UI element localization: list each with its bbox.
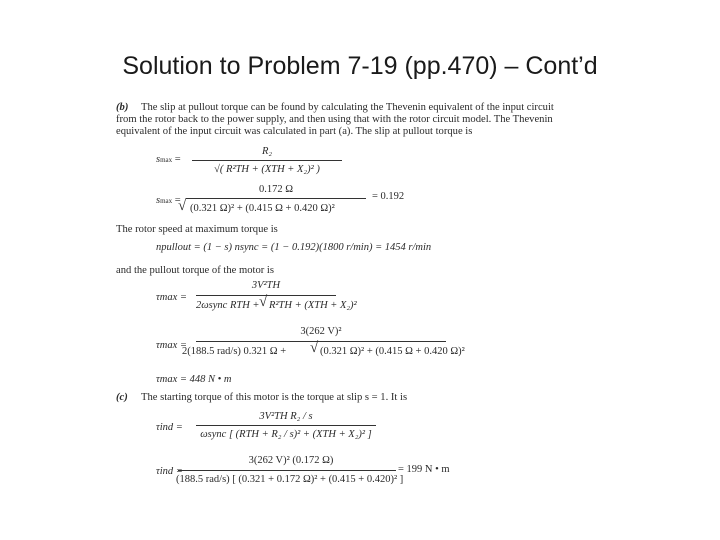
smax-den-value: (0.321 Ω)² + (0.415 Ω + 0.420 Ω)² (190, 203, 335, 214)
solution-document: (b) The slip at pullout torque can be found by calculating the Thevenin equivalent of the input circuit from the rotor back to the power supply, and then using that with the rotor circuit model. The Thevenin equivalent of the input circuit was calculated in part (a). The slip at pullout torque is smax = R₂ √( R²TH + (XTH + X₂)² ) smax = 0.172 Ω √ (0.321 Ω)² + (0.415 Ω + 0.420 Ω)² = 0.192 The rotor speed at maximum torque is npullout = (1 − s) nsync = (1 − 0.192)(1800 r/min) = 1454 r/min and the pullout torque of the motor is τmax = 3V²TH 2ωsync RTH + √ R²TH + (XTH + X₂)² τmax = 3(262 V)² 2(188.5 rad/s) 0.321 Ω + √ (0.321 Ω)² + (0.415 Ω + 0.420 Ω)² τmax = 448 N • m (c) The starting torque of this motor is the torque at slip s = 1. It is τind = 3V²TH R₂ / s ωsync [ (RTH + R₂ / s)² + (XTH + X₂)² ] τind = 3(262 V)² (0.172 Ω) (188.5 rad/s) [ (0.321 + 0.172 Ω)² + (0.415 + 0.420)² ] = 199 N • m (116, 102, 554, 485)
tmax-numerator: 3V²TH (251, 280, 281, 291)
slide-title: Solution to Problem 7-19 (pp.470) – Cont’d (122, 52, 598, 80)
part-c-label: (c) (116, 392, 128, 403)
part-b-line-1: The slip at pullout torque can be found by calculating the Thevenin equivalent of the input circuit (141, 102, 554, 113)
eq-tmax-result: τmax = 448 N • m (156, 374, 232, 385)
part-b-line-2: from the rotor back to the power supply, and then using that with the rotor circuit model. The Thevenin (116, 114, 553, 125)
smax-numerator: R₂ (261, 146, 273, 157)
tind-num-value: 3(262 V)² (0.172 Ω) (248, 455, 334, 466)
tmax-den-left: 2ωsync RTH + (196, 300, 260, 311)
sqrt-sign: √ (178, 198, 187, 214)
part-c-text: The starting torque of this motor is the torque at slip s = 1. It is (141, 392, 408, 403)
pullout-torque-text: and the pullout torque of the motor is (116, 265, 274, 276)
tmax-den-left-value: 2(188.5 rad/s) 0.321 Ω + (182, 346, 287, 357)
fraction-bar (196, 425, 376, 426)
fraction-bar (196, 341, 446, 342)
part-b-label: (b) (116, 102, 129, 113)
smax-result: = 0.192 (372, 191, 405, 202)
smax-num-value: 0.172 Ω (258, 184, 294, 195)
tind-denominator: ωsync [ (RTH + R₂ / s)² + (XTH + X₂)² ] (200, 429, 372, 440)
sqrt-sign: √ (259, 294, 268, 310)
sqrt-sign: √ (310, 340, 319, 356)
rotor-speed-text: The rotor speed at maximum torque is (116, 224, 278, 235)
tmax-num-value: 3(262 V)² (300, 326, 342, 337)
tmax-den-root-value: (0.321 Ω)² + (0.415 Ω + 0.420 Ω)² (320, 346, 465, 357)
tind-numerator: 3V²TH R₂ / s (259, 411, 313, 422)
part-b-line-3: equivalent of the input circuit was calculated in part (a). The slip at pullout torque is (116, 126, 473, 137)
tmax-den-root: R²TH + (XTH + X₂)² (269, 300, 357, 311)
tind-den-value: (188.5 rad/s) [ (0.321 + 0.172 Ω)² + (0.415 + 0.420)² ] (176, 474, 404, 485)
fraction-bar (186, 198, 366, 199)
fraction-bar (192, 160, 342, 161)
fraction-bar (178, 470, 396, 471)
tind-result: = 199 N • m (398, 464, 450, 475)
smax-denominator: √( R²TH + (XTH + X₂)² ) (214, 164, 320, 175)
eq-pullout-speed: npullout = (1 − s) nsync = (1 − 0.192)(1800 r/min) = 1454 r/min (156, 242, 432, 253)
